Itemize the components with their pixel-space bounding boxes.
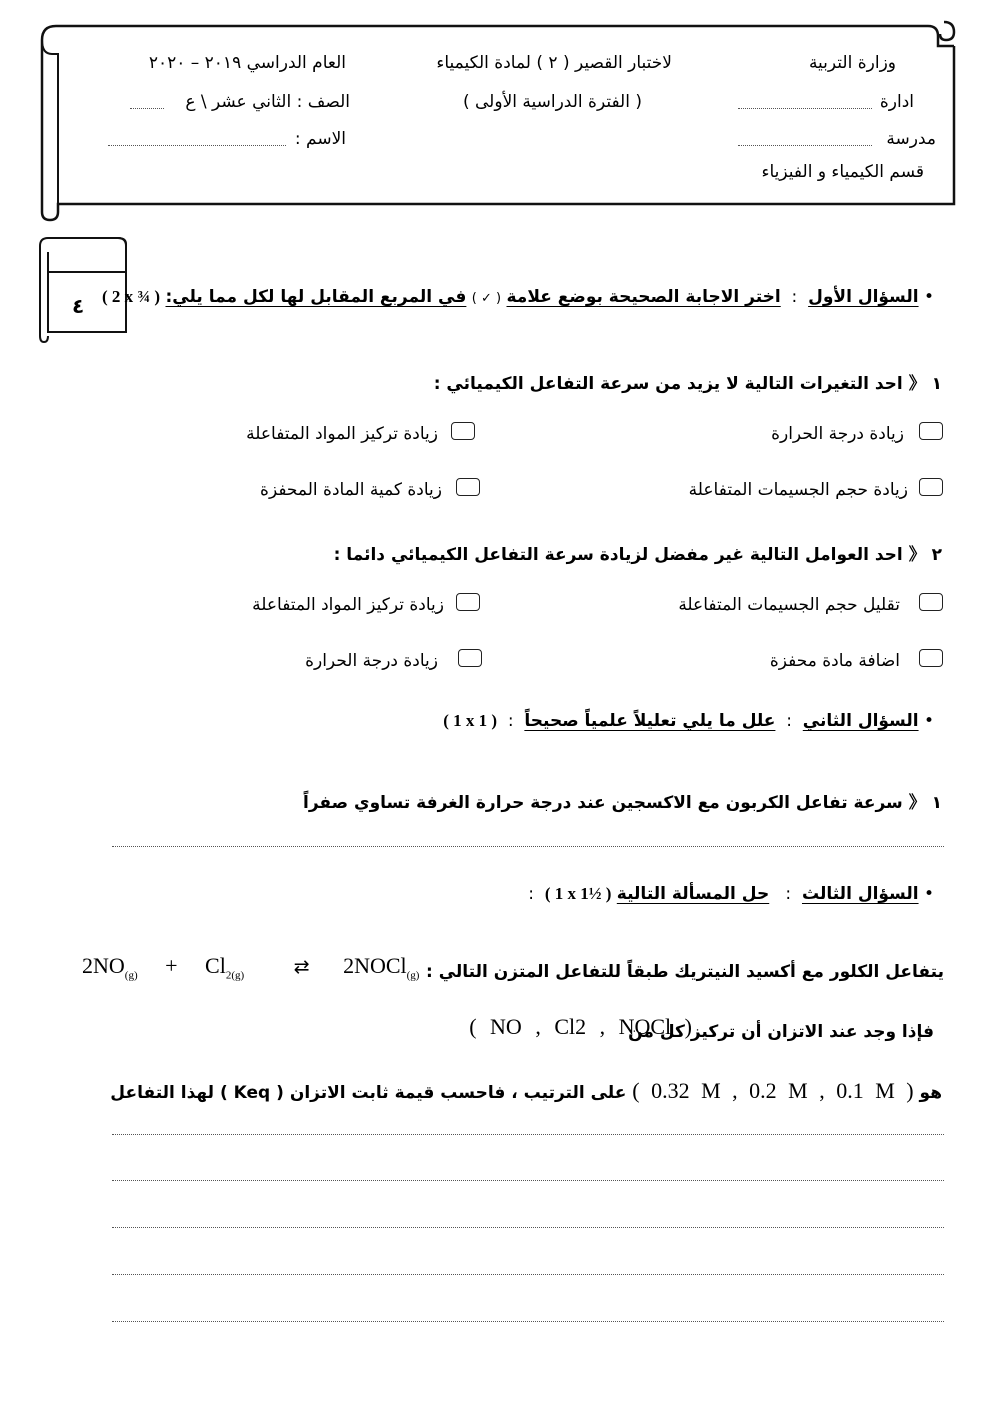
q1-item-2-number: ٢ [931,545,942,565]
q3-colon-2: : [528,884,540,904]
chevron-left-icon: 《 [908,793,926,813]
q1-instruction-end: في المربع المقابل لها لكل مما يلي: [165,287,467,307]
eq-lhs1-sub: (g) [124,969,138,982]
q3-line3-start: هو [919,1083,942,1103]
eq-rhs: 2NOCl [343,953,407,978]
header-scroll-frame [28,14,964,224]
grade-label: الصف : الثاني عشر \ ع [185,92,350,112]
grade-field[interactable] [130,108,164,109]
q1-title: السؤال الأول [808,287,919,307]
q1-check-mark: ( ✓ ) [471,291,502,306]
q1-1-option-c-checkbox[interactable] [919,478,943,496]
q1-1-option-d-checkbox[interactable] [456,478,480,496]
q1-item-1 [434,369,942,394]
q3-intro: يتفاعل الكلور مع أكسيد النيتريك طبقاً للتفاعل المتزن التالي : [426,962,944,982]
q1-1-option-c-label: زيادة حجم الجسيمات المتفاعلة [688,480,908,500]
q1-1-option-a-checkbox[interactable] [919,422,943,440]
q2-colon-2: : [502,711,519,731]
q3-species-text: ( NO , Cl2 , NOCl ) [469,1014,692,1039]
q2-item-1-number: ١ [931,793,942,813]
q1-2-option-a-label: تقليل حجم الجسيمات المتفاعلة [678,595,900,615]
directorate-label: ادارة [879,92,914,112]
eq-plus: + [165,953,178,978]
exam-title: لاختبار القصير ( ٢ ) لمادة الكيمياء [436,53,672,73]
eq-lhs2-sub: 2(g) [225,969,245,982]
q1-1-option-a-label: زيادة درجة الحرارة [771,424,904,444]
q3-instruction: حل المسألة التالية [616,884,770,904]
q2-instruction: علل ما يلي تعليلاً علمياً صحيحاً [524,711,776,731]
q3-answer-line-4[interactable] [112,1274,944,1275]
q3-colon: : [774,884,797,904]
q3-values: ( 0.32 M , 0.2 M , 0.1 M ) [632,1078,914,1103]
q3-answer-line-2[interactable] [112,1180,944,1181]
q1-2-option-b-checkbox[interactable] [456,593,480,611]
q1-item-1-number: ١ [931,374,942,394]
q3-line3 [110,1078,942,1104]
q1-colon: : [786,287,803,307]
q3-line2: فإذا وجد عند الاتزان أن تركيز كل من [628,1022,934,1042]
eq-lhs2: Cl [205,953,226,978]
q3-line3-end: على الترتيب ، فاحسب قيمة ثابت الاتزان ( Keq ) لهذا التفاعل [110,1083,627,1103]
q1-heading [102,287,934,307]
chevron-left-icon: 《 [908,545,926,565]
q1-bullet: • [923,287,934,307]
name-field[interactable] [108,145,286,146]
q1-instruction: اختر الاجابة الصحيحة بوضع علامة [506,287,781,307]
q1-item-2 [334,540,942,565]
q3-heading [528,884,934,904]
q1-2-option-c-checkbox[interactable] [919,649,943,667]
score-value: ٤ [72,294,85,318]
q1-2-option-c-label: اضافة مادة محفزة [769,651,900,671]
directorate-field[interactable] [738,108,872,109]
academic-year: العام الدراسي ٢٠١٩ – ٢٠٢٠ [148,53,346,73]
q2-item-1 [303,788,942,813]
school-label: مدرسة [886,129,936,149]
name-label: الاسم : [294,129,346,149]
q2-item-1-text: سرعة تفاعل الكربون مع الاكسجين عند درجة حرارة الغرفة تساوي صفراً [303,793,903,813]
chevron-left-icon: 《 [908,374,926,394]
q3-bullet: • [923,884,934,904]
q2-title: السؤال الثاني [802,711,919,731]
eq-arrow: ⇄ [293,956,310,978]
q3-answer-line-1[interactable] [112,1134,944,1135]
q1-1-option-b-checkbox[interactable] [451,422,475,440]
q3-answer-line-3[interactable] [112,1227,944,1228]
q2-colon: : [780,711,798,731]
q3-title: السؤال الثالث [801,884,919,904]
q2-answer-line[interactable] [112,846,944,847]
q1-2-option-a-checkbox[interactable] [919,593,943,611]
school-field[interactable] [738,145,872,146]
q3-equation [82,953,419,981]
q1-score: ( 2 x ¾ ) [102,287,161,306]
q1-1-option-b-label: زيادة تركيز المواد المتفاعلة [246,424,438,444]
eq-lhs1: 2NO [82,953,125,978]
q3-answer-line-5[interactable] [112,1321,944,1322]
q1-2-option-d-label: زيادة درجة الحرارة [305,651,438,671]
q1-2-option-b-label: زيادة تركيز المواد المتفاعلة [252,595,444,615]
q2-score: ( 1 x 1 ) [443,711,498,730]
q3-score: ( 1 x 1½ ) [544,884,612,903]
ministry-label: وزارة التربية [808,53,896,73]
q1-item-1-text: احد التغيرات التالية لا يزيد من سرعة التفاعل الكيميائي : [433,374,903,394]
department-label: قسم الكيمياء و الفيزياء [761,162,924,182]
q2-heading [443,711,934,731]
exam-period: ( الفترة الدراسية الأولى ) [462,92,642,112]
q2-bullet: • [923,711,934,731]
q1-item-2-text: احد العوامل التالية غير مفضل لزيادة سرعة التفاعل الكيميائي دائما : [333,545,903,565]
q3-species [469,1014,692,1040]
q1-2-option-d-checkbox[interactable] [458,649,482,667]
eq-rhs-sub: (g) [406,969,420,982]
q1-1-option-d-label: زيادة كمية المادة المحفزة [260,480,442,500]
